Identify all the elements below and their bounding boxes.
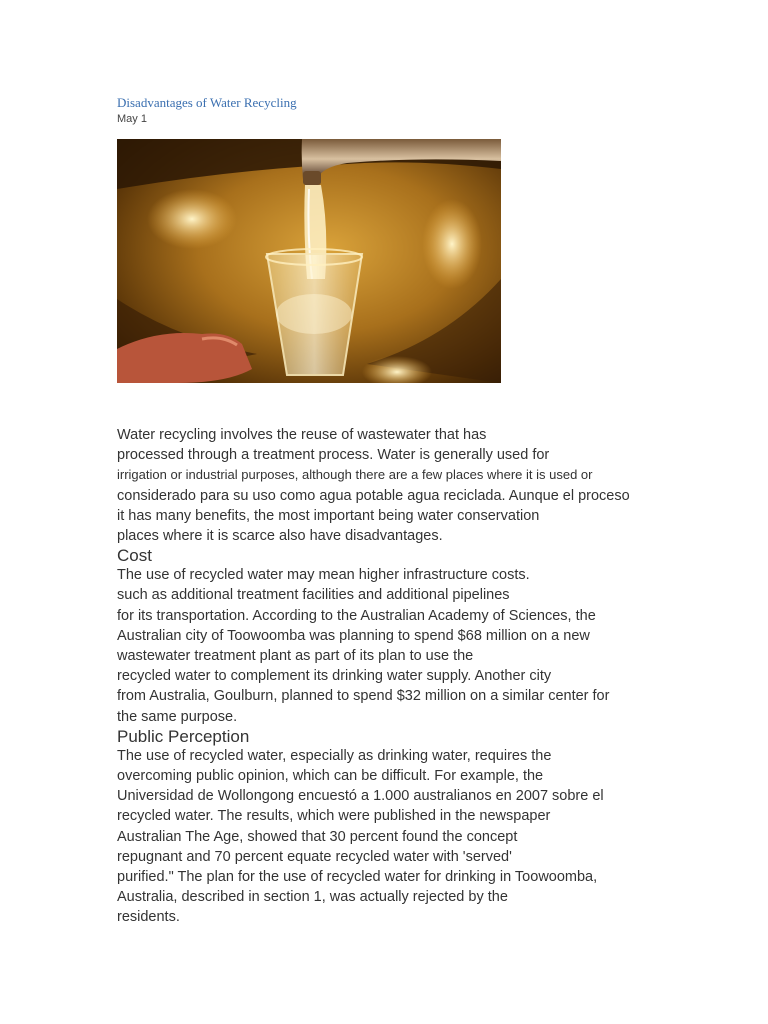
text-line: residents. xyxy=(117,909,180,926)
text-line: places where it is scarce also have disadvantages. xyxy=(117,528,443,545)
post-title-link[interactable]: Disadvantages of Water Recycling xyxy=(117,95,297,110)
text-line: Universidad de Wollongong encuestó a 1.000 australianos en 2007 sobre el xyxy=(117,788,604,805)
text-line: processed through a treatment process. Water is generally used for xyxy=(117,447,550,464)
text-line: purified." The plan for the use of recycled water for drinking in Toowoomba, xyxy=(117,869,598,886)
faucet-pouring-water-into-glass-photo xyxy=(117,139,501,383)
cost-paragraph xyxy=(117,565,677,727)
text-line: wastewater treatment plant as part of its plan to use the xyxy=(117,648,474,665)
text-line: repugnant and 70 percent equate recycled water with 'served' xyxy=(117,848,512,865)
text-line: recycled water to complement its drinking water supply. Another city xyxy=(117,668,552,685)
text-line: Australian The Age, showed that 30 percent found the concept xyxy=(117,828,518,845)
post-date: May 1 xyxy=(117,113,147,125)
text-line: The use of recycled water may mean higher infrastructure costs. xyxy=(117,567,530,584)
article-body xyxy=(117,425,677,928)
text-line: overcoming public opinion, which can be difficult. For example, the xyxy=(117,768,544,785)
text-line: Water recycling involves the reuse of wastewater that has xyxy=(117,427,487,443)
text-line: recycled water. The results, which were published in the newspaper xyxy=(117,808,551,825)
text-line: The use of recycled water, especially as drinking water, requires the xyxy=(117,747,552,764)
text-line: from Australia, Goulburn, planned to spend $32 million on a similar center for xyxy=(117,688,610,705)
text-line: the same purpose. xyxy=(117,708,238,725)
section-heading-cost: Cost xyxy=(117,546,152,566)
intro-paragraph xyxy=(117,425,677,546)
blog-post xyxy=(117,95,677,928)
text-line: Australia, described in section 1, was actually rejected by the xyxy=(117,889,508,906)
text-line: for its transportation. According to the Australian Academy of Sciences, the xyxy=(117,607,596,624)
section-heading-public-perception: Public Perception xyxy=(117,726,250,746)
text-line: Australian city of Toowoomba was planning to spend $68 million on a new xyxy=(117,627,590,644)
text-line: such as additional treatment facilities and additional pipelines xyxy=(117,587,510,604)
public-perception-paragraph xyxy=(117,746,677,928)
text-line: considerado para su uso como agua potable agua reciclada. Aunque el proceso xyxy=(117,487,630,504)
text-line: it has many benefits, the most important being water conservation xyxy=(117,507,540,524)
text-line: irrigation or industrial purposes, although there are a few places where it is used or xyxy=(117,467,593,483)
